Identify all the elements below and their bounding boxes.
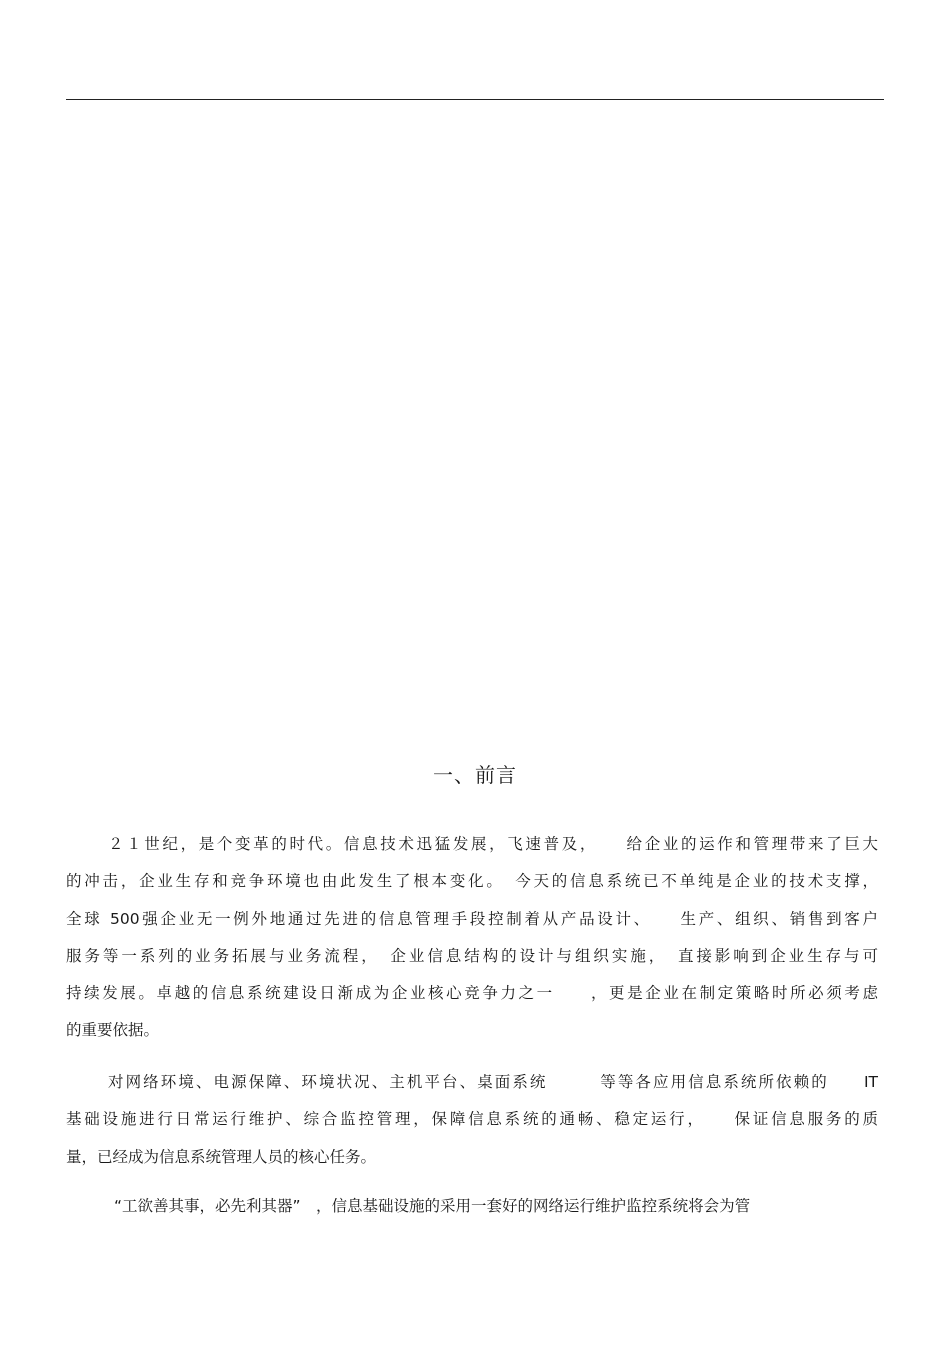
paragraph-line: 基础设施进行日常运行维护、综合监控管理，保障信息系统的通畅、稳定运行， 保证信息服务的质 bbox=[66, 1110, 878, 1129]
paragraph-2 bbox=[66, 1064, 878, 1176]
paragraph-line: 全球 500强企业无一例外地通过先进的信息管理手段控制着从产品设计、 生产、组织、销售到客户 bbox=[66, 909, 878, 928]
paragraph-line: ２１世纪，是个变革的时代。信息技术迅猛发展，飞速普及， 给企业的运作和管理带来了巨大 bbox=[108, 835, 878, 853]
section-title: 一、前言 bbox=[433, 763, 517, 787]
paragraph-line: 持续发展。卓越的信息系统建设日渐成为企业核心竞争力之一 ，更是企业在制定策略时所必须考虑 bbox=[66, 984, 878, 1003]
paragraph-line: 的冲击，企业生存和竞争环境也由此发生了根本变化。 今天的信息系统已不单纯是企业的技术支撑， bbox=[66, 872, 878, 891]
paragraph-line: 对网络环境、电源保障、环境状况、主机平台、桌面系统 等等各应用信息系统所依赖的 IT bbox=[108, 1073, 878, 1091]
paragraph-line: 服务等一系列的业务拓展与业务流程， 企业信息结构的设计与组织实施， 直接影响到企业生存与可 bbox=[66, 946, 878, 965]
paragraph-line: 的重要依据。 bbox=[66, 1021, 160, 1040]
paragraph-3 bbox=[66, 1188, 878, 1225]
paragraph-line: “工欲善其事，必先利其器” ，信息基础设施的采用一套好的网络运行维护监控系统将会为管 bbox=[114, 1197, 751, 1215]
paragraph-1 bbox=[66, 826, 878, 1050]
paragraph-line: 量，已经成为信息系统管理人员的核心任务。 bbox=[66, 1147, 377, 1166]
header-rule bbox=[66, 99, 884, 100]
